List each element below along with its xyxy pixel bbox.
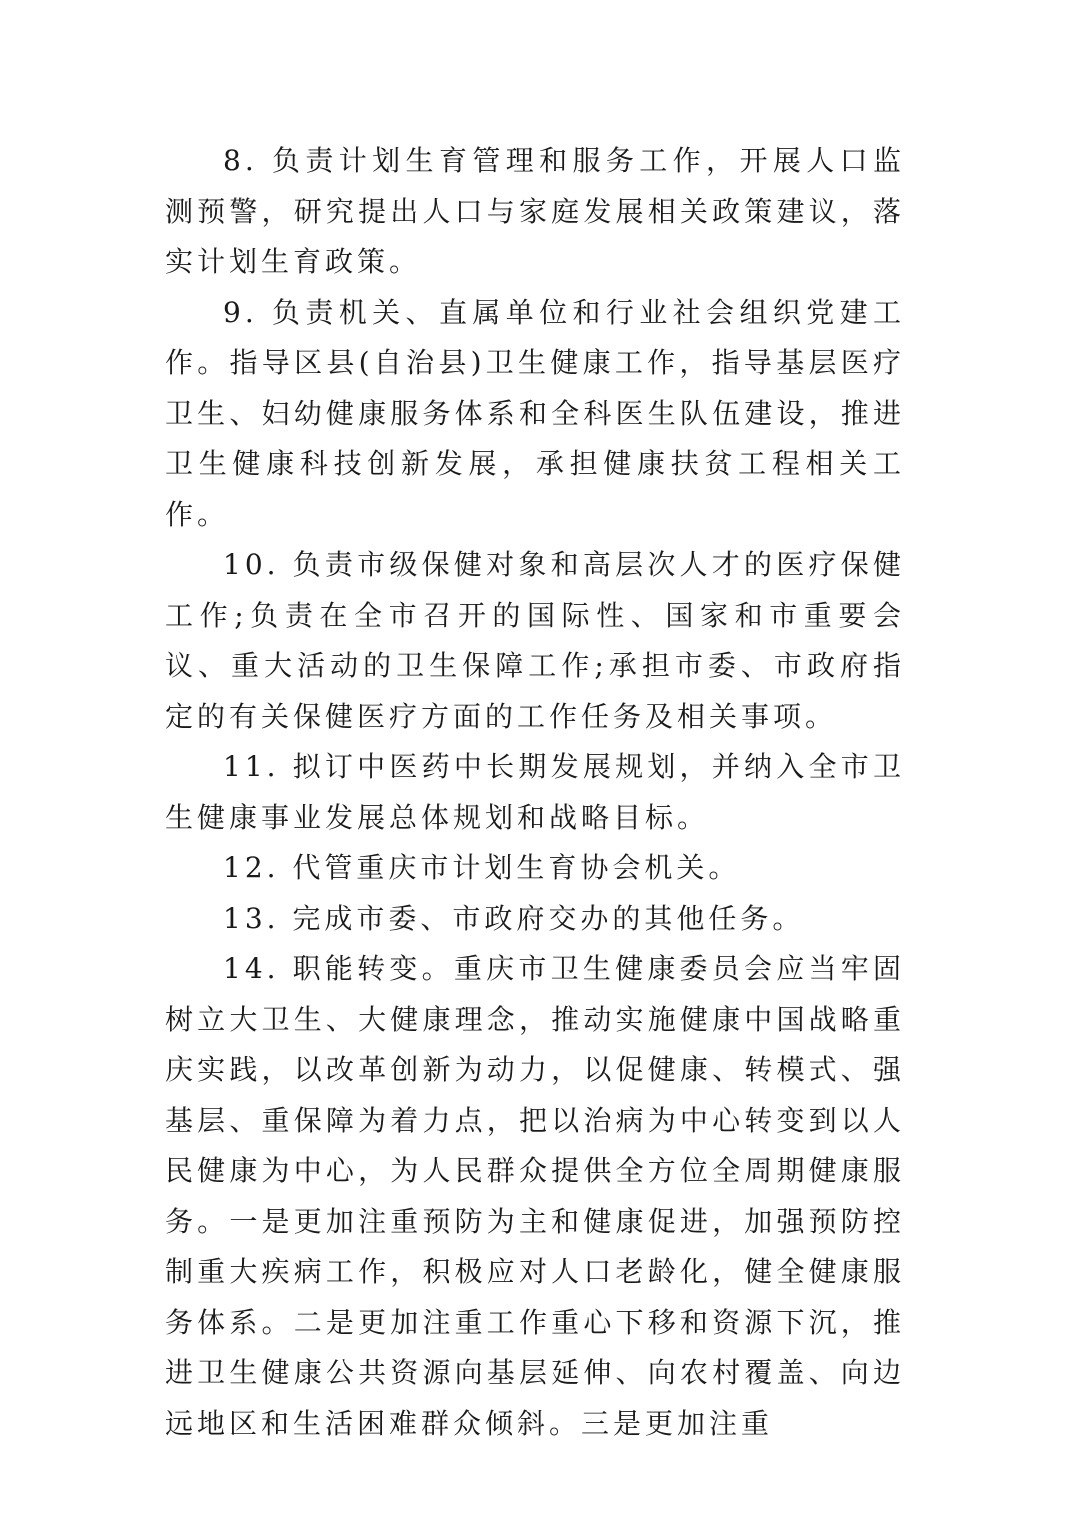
document-body — [165, 136, 905, 1449]
paragraph-8: 8. 负责计划生育管理和服务工作，开展人口监测预警，研究提出人口与家庭发展相关政策建议，落实计划生育政策。 — [165, 144, 905, 278]
paragraph-13: 13. 完成市委、市政府交办的其他任务。 — [223, 901, 805, 935]
paragraph-11: 11. 拟订中医药中长期发展规划，并纳入全市卫生健康事业发展总体规划和战略目标。 — [165, 750, 905, 834]
paragraph-12: 12. 代管重庆市计划生育协会机关。 — [223, 851, 741, 884]
paragraph-14: 14. 职能转变。重庆市卫生健康委员会应当牢固树立大卫生、大健康理念，推动实施健康中国战略重庆实践，以改革创新为动力，以促健康、转模式、强基层、重保障为着力点，把以治病为中心转变到以人民健康为中心，为人民群众提供全方位全周期健康服务。一是更加注重预防为主和健康促进，加强预防控制重大疾病工作，积极应对人口老龄化，健全健康服务体系。二是更加注重工作重心下移和资源下沉，推进卫生健康公共资源向基层延伸、向农村覆盖、向边远地区和生活困难群众倾斜。三是更加注重 — [165, 952, 905, 1440]
paragraph-9: 9. 负责机关、直属单位和行业社会组织党建工作。指导区县(自治县)卫生健康工作，指导基层医疗卫生、妇幼健康服务体系和全科医生队伍建设，推进卫生健康科技创新发展，承担健康扶贫工程相关工作。 — [165, 295, 905, 531]
paragraph-10: 10. 负责市级保健对象和高层次人才的医疗保健工作;负责在全市召开的国际性、国家和市重要会议、重大活动的卫生保障工作;承担市委、市政府指定的有关保健医疗方面的工作任务及相关事项。 — [165, 548, 905, 733]
